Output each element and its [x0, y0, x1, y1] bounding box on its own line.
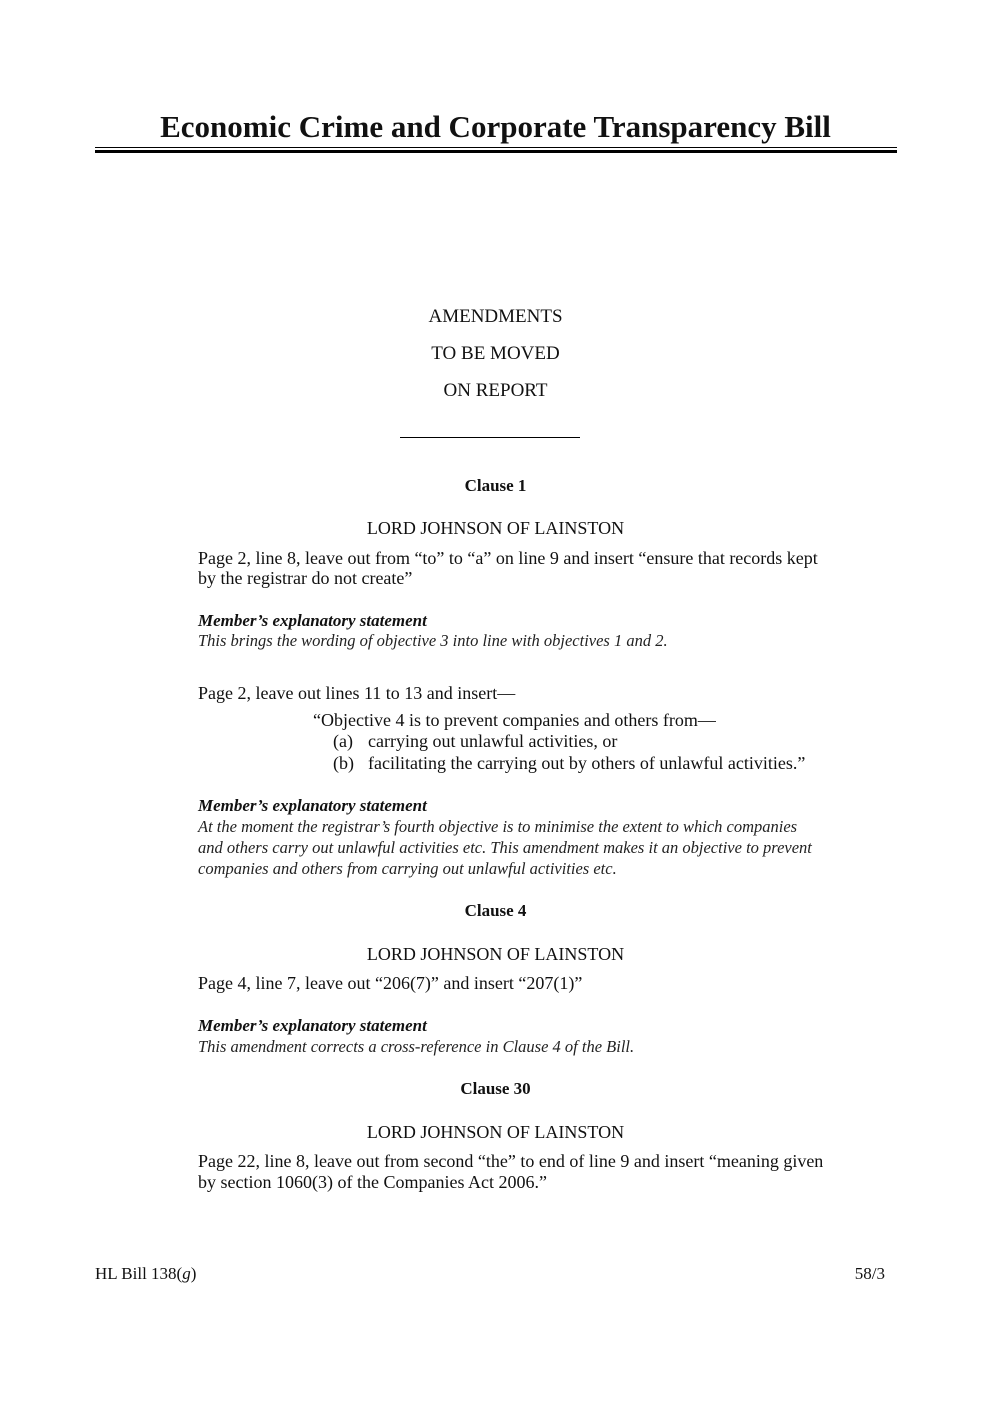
- statement-text: This amendment corrects a cross-reference in Clause 4 of the Bill.: [198, 1037, 635, 1056]
- heading-line: ON REPORT: [443, 380, 548, 401]
- statement-text: At the moment the registrar’s fourth objective is to minimise the extent to which companies: [198, 817, 798, 836]
- insert-item-label: (b): [333, 753, 354, 773]
- statement-heading: Member’s explanatory statement: [198, 1016, 427, 1035]
- statement-text: companies and others from carrying out unlawful activities etc.: [198, 859, 617, 878]
- title-rule-thick: [95, 150, 897, 153]
- heading-divider: [400, 437, 580, 438]
- document-title: Economic Crime and Corporate Transparency Bill: [160, 109, 831, 144]
- amendment-text: Page 22, line 8, leave out from second “the” to end of line 9 and insert “meaning given: [198, 1151, 824, 1171]
- statement-heading: Member’s explanatory statement: [198, 611, 427, 630]
- bill-number: [95, 1263, 196, 1285]
- statement-text: This brings the wording of objective 3 into line with objectives 1 and 2.: [198, 631, 668, 650]
- insert-item-text: carrying out unlawful activities, or: [368, 731, 618, 751]
- bill-number-prefix: HL Bill 138(: [95, 1264, 183, 1283]
- amendment-text: Page 2, line 8, leave out from “to” to “a” on line 9 and insert “ensure that records kept: [198, 548, 818, 568]
- bill-reference: 58/3: [854, 1264, 885, 1283]
- statement-text: and others carry out unlawful activities etc. This amendment makes it an objective to prevent: [198, 838, 812, 857]
- amendment-text: by the registrar do not create”: [198, 568, 413, 588]
- heading-line: AMENDMENTS: [428, 306, 563, 327]
- bill-number-letter: g: [182, 1264, 191, 1283]
- member-name: LORD JOHNSON OF LAINSTON: [366, 1122, 625, 1142]
- amendment-text: Page 4, line 7, leave out “206(7)” and insert “207(1)”: [198, 973, 583, 993]
- heading-line: TO BE MOVED: [431, 343, 560, 364]
- insert-item-text: facilitating the carrying out by others of unlawful activities.”: [368, 753, 806, 773]
- title-rule-thin: [95, 147, 897, 148]
- amendment-text: by section 1060(3) of the Companies Act 2006.”: [198, 1172, 547, 1192]
- bill-number-suffix: ): [190, 1264, 197, 1283]
- insert-lead: “Objective 4 is to prevent companies and others from—: [313, 710, 716, 730]
- clause-heading: Clause 1: [464, 476, 527, 495]
- clause-heading: Clause 4: [464, 901, 527, 920]
- member-name: LORD JOHNSON OF LAINSTON: [366, 518, 625, 538]
- statement-heading: Member’s explanatory statement: [198, 796, 427, 815]
- clause-heading: Clause 30: [460, 1079, 531, 1098]
- insert-item-label: (a): [333, 731, 353, 751]
- member-name: LORD JOHNSON OF LAINSTON: [366, 944, 625, 964]
- amendment-text: Page 2, leave out lines 11 to 13 and insert—: [198, 683, 516, 703]
